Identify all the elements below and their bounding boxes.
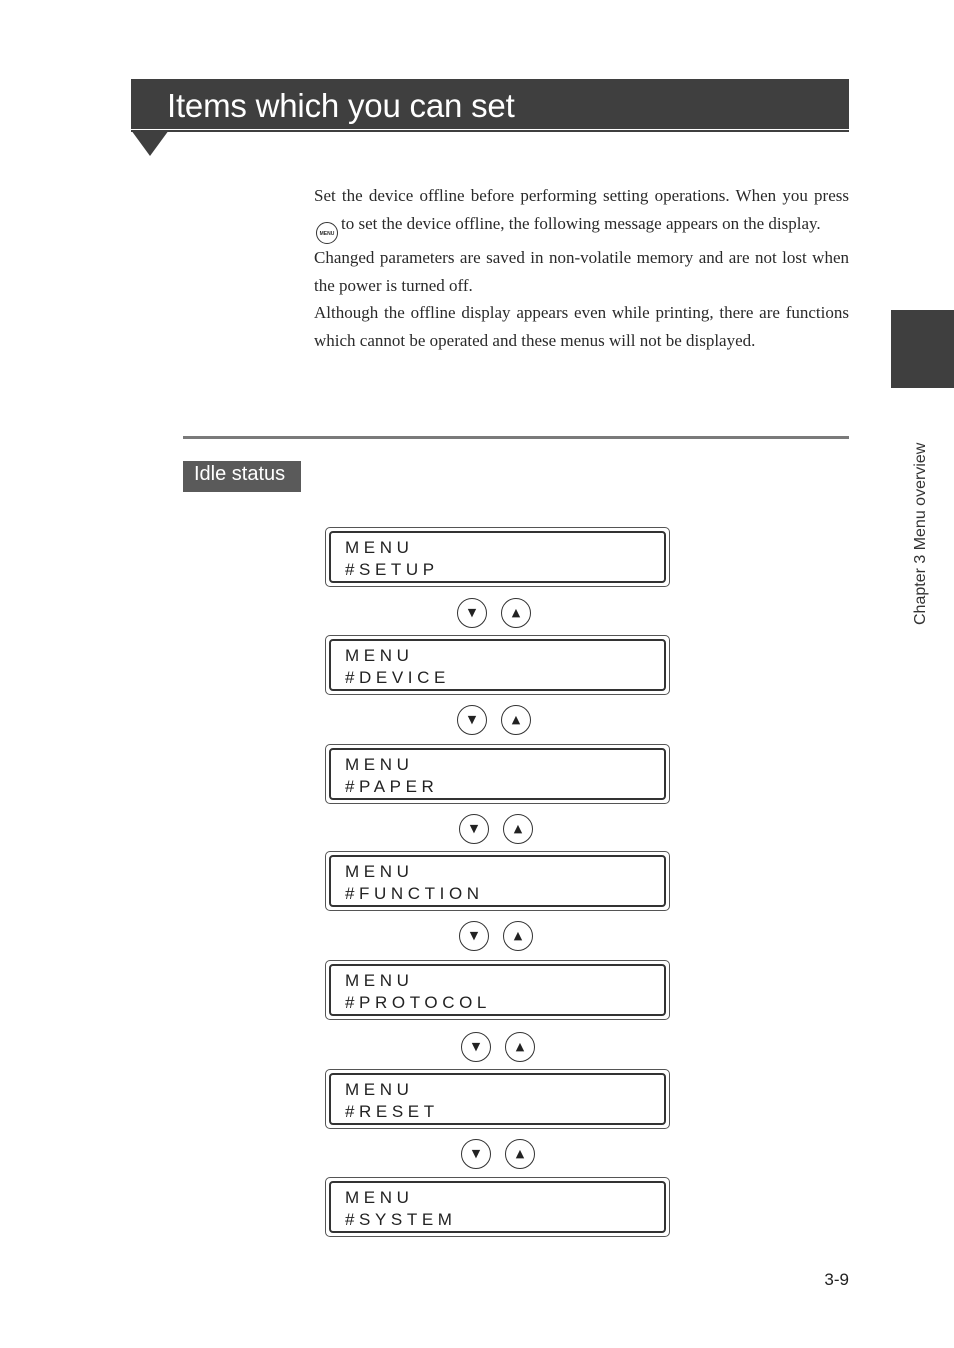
- lcd-line-1: MENU: [345, 862, 414, 881]
- lcd-frame: [329, 1181, 666, 1233]
- up-arrow-icon: ▲: [505, 1032, 535, 1062]
- up-arrow-icon: ▲: [503, 814, 533, 844]
- lcd-line-2: #PROTOCOL: [345, 993, 491, 1012]
- intro-p1-after: to set the device offline, the following message appears on the display.: [341, 213, 821, 233]
- title-underline: [131, 130, 849, 132]
- lcd-frame: [329, 964, 666, 1016]
- intro-paragraph-2: Changed parameters are saved in non-volatile memory and are not lost when the power is turned off.: [314, 247, 849, 295]
- lcd-screen-setup: [325, 527, 670, 587]
- down-arrow-icon: ▼: [457, 705, 487, 735]
- chapter-label: Chapter 3 Menu overview: [912, 442, 929, 625]
- section-label: Idle status: [183, 461, 301, 492]
- down-arrow-icon: ▼: [459, 814, 489, 844]
- lcd-line-2: #RESET: [345, 1102, 439, 1121]
- up-arrow-icon: ▲: [505, 1139, 535, 1169]
- lcd-line-1: MENU: [345, 646, 414, 665]
- menu-key-icon: MENU: [316, 222, 338, 244]
- lcd-line-2: #FUNCTION: [345, 884, 484, 903]
- lcd-screen-paper: [325, 744, 670, 804]
- lcd-screen-device: [325, 635, 670, 695]
- section-divider: [183, 436, 849, 439]
- lcd-line-2: #SETUP: [345, 560, 439, 579]
- lcd-frame: [329, 855, 666, 907]
- page-title: Items which you can set: [167, 87, 515, 124]
- lcd-line-1: MENU: [345, 971, 414, 990]
- lcd-line-1: MENU: [345, 538, 414, 557]
- down-arrow-icon: ▼: [461, 1139, 491, 1169]
- lcd-frame: [329, 748, 666, 800]
- down-arrow-icon: ▼: [457, 598, 487, 628]
- up-arrow-icon: ▲: [503, 921, 533, 951]
- up-arrow-icon: ▲: [501, 705, 531, 735]
- lcd-line-1: MENU: [345, 1188, 414, 1207]
- up-arrow-icon: ▲: [501, 598, 531, 628]
- intro-text: [314, 182, 849, 355]
- lcd-screen-system: [325, 1177, 670, 1237]
- lcd-line-2: #PAPER: [345, 777, 439, 796]
- lcd-screen-function: [325, 851, 670, 911]
- lcd-screen-reset: [325, 1069, 670, 1129]
- lcd-line-2: #DEVICE: [345, 668, 450, 687]
- chapter-tab: [891, 310, 954, 388]
- lcd-line-1: MENU: [345, 755, 414, 774]
- lcd-frame: [329, 531, 666, 583]
- lcd-frame: [329, 639, 666, 691]
- lcd-line-2: #SYSTEM: [345, 1210, 457, 1229]
- intro-p1-before: Set the device offline before performing setting operations. When you press: [314, 186, 849, 205]
- lcd-screen-protocol: [325, 960, 670, 1020]
- title-notch: [131, 130, 169, 156]
- lcd-frame: [329, 1073, 666, 1125]
- intro-paragraph-1: [314, 182, 849, 244]
- down-arrow-icon: ▼: [461, 1032, 491, 1062]
- page-number: 3-9: [824, 1270, 849, 1289]
- lcd-line-1: MENU: [345, 1080, 414, 1099]
- intro-paragraph-3: Although the offline display appears even while printing, there are functions which cannot be operated and these menus will not be displayed.: [314, 303, 849, 351]
- down-arrow-icon: ▼: [459, 921, 489, 951]
